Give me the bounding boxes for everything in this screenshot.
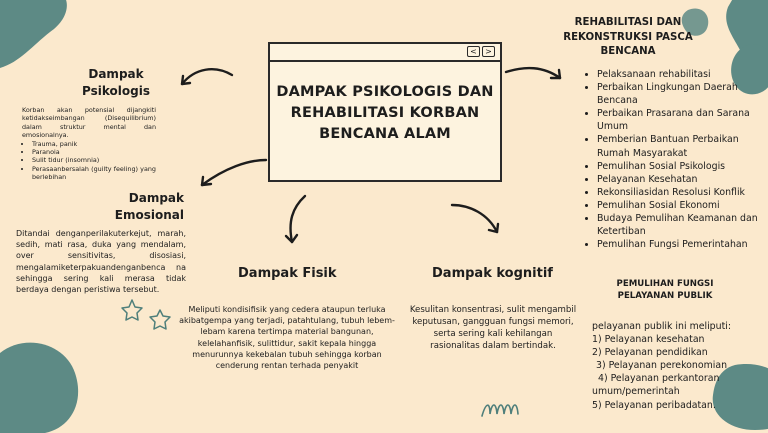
- list-item: • Pemberian Bantuan Perbaikan Rumah Masyarakat: [597, 133, 767, 159]
- psikologis-heading-text: Dampak Psikologis: [82, 67, 150, 98]
- list-item: • Perasaanbersalah (guilty feeling) yang berlebihan: [32, 165, 156, 182]
- window-titlebar: [270, 44, 500, 62]
- page-title: DAMPAK PSIKOLOGIS DAN REHABILITASI KORBAN BENCANA ALAM: [276, 84, 494, 142]
- psikologis-list: [22, 140, 156, 182]
- emosional-heading-text: Dampak Emosional: [114, 191, 184, 222]
- list-item: 5) Pelayanan peribadatan.: [592, 399, 716, 411]
- kognitif-text: Kesulitan konsentrasi, sulit mengambil keputusan, gangguan fungsi memori, serta sering kali kehilangan rasionalitas dalam bertindak.: [409, 305, 577, 351]
- list-item: 3) Pelayanan perekonomian: [596, 360, 728, 372]
- list-item: • Perbaikan Lingkungan Daerah Bencana: [597, 81, 767, 107]
- emosional-heading: [112, 190, 184, 224]
- list-item: • Sulit tidur (insomnia): [32, 156, 156, 164]
- kognitif-heading-text: Dampak kognitif: [432, 266, 553, 281]
- squiggle-icon: [478, 398, 528, 422]
- list-item: • Paranoia: [32, 148, 156, 156]
- chevron-left-icon: <: [467, 46, 480, 57]
- rehab-list: [585, 68, 767, 251]
- pemulihan-body: [592, 320, 732, 412]
- emosional-text: Ditandai denganperilakuterkejut, marah, sedih, mati rasa, duka yang mendalam, over sensitivitas, disosiasi, mengalamiketerpakuandenganbenca na sehingga sering kali merasa tidak berdaya dengan peristiwa tersebut.: [16, 229, 186, 295]
- fisik-text: Meliputi kondisifisik yang cedera ataupun terluka akibatgempa yang terjadi, patahtulang, tubuh lebem-lebam karena tertimpa material bangunan, kelelahanfisik, sulittidur, sakit kepala hingga menurunnya kekebalan tubuh sehingga korban cenderung rentan terhada penyakit: [179, 305, 395, 371]
- list-item: • Rekonsiliasidan Resolusi Konflik: [597, 186, 767, 199]
- list-item: • Pelayanan Kesehatan: [597, 173, 767, 186]
- list-item: • Budaya Pemulihan Keamanan dan Ketertiban: [597, 212, 767, 238]
- pemulihan-heading-text: PEMULIHAN FUNGSI PELAYANAN PUBLIK: [616, 279, 714, 302]
- kognitif-heading: [432, 265, 553, 282]
- star-icon: [120, 296, 180, 336]
- list-item: 1) Pelayanan kesehatan: [592, 334, 705, 346]
- list-item: • Perbaikan Prasarana dan Sarana Umum: [597, 107, 767, 133]
- psikologis-text: Korban akan potensial dijangkiti ketidakseimbangan (Disequilibrium) dalam struktur mental dan emosionalnya.: [22, 106, 156, 140]
- psikologis-heading: [60, 66, 172, 100]
- title-window: [268, 42, 502, 182]
- pemulihan-intro: pelayanan publik ini meliputi:: [592, 321, 732, 332]
- psikologis-body: [22, 106, 156, 182]
- pemulihan-heading: [600, 278, 730, 303]
- list-item: • Pemulihan Sosial Psikologis: [597, 160, 767, 173]
- rehab-heading: [548, 16, 708, 60]
- rehab-heading-text: REHABILITASI DAN REKONSTRUKSI PASCA BENCANA: [563, 17, 693, 57]
- list-item: • Pemulihan Fungsi Pemerintahan: [597, 238, 767, 251]
- list-item: • Trauma, panik: [32, 140, 156, 148]
- fisik-heading: [238, 265, 337, 282]
- chevron-right-icon: >: [482, 46, 495, 57]
- list-item: • Pelaksanaan rehabilitasi: [597, 68, 767, 81]
- list-item: 2) Pelayanan pendidikan: [592, 347, 708, 359]
- list-item: 4) Pelayanan perkantoran umum/pemerintah: [592, 373, 720, 398]
- fisik-heading-text: Dampak Fisik: [238, 266, 337, 281]
- list-item: • Pemulihan Sosial Ekonomi: [597, 199, 767, 212]
